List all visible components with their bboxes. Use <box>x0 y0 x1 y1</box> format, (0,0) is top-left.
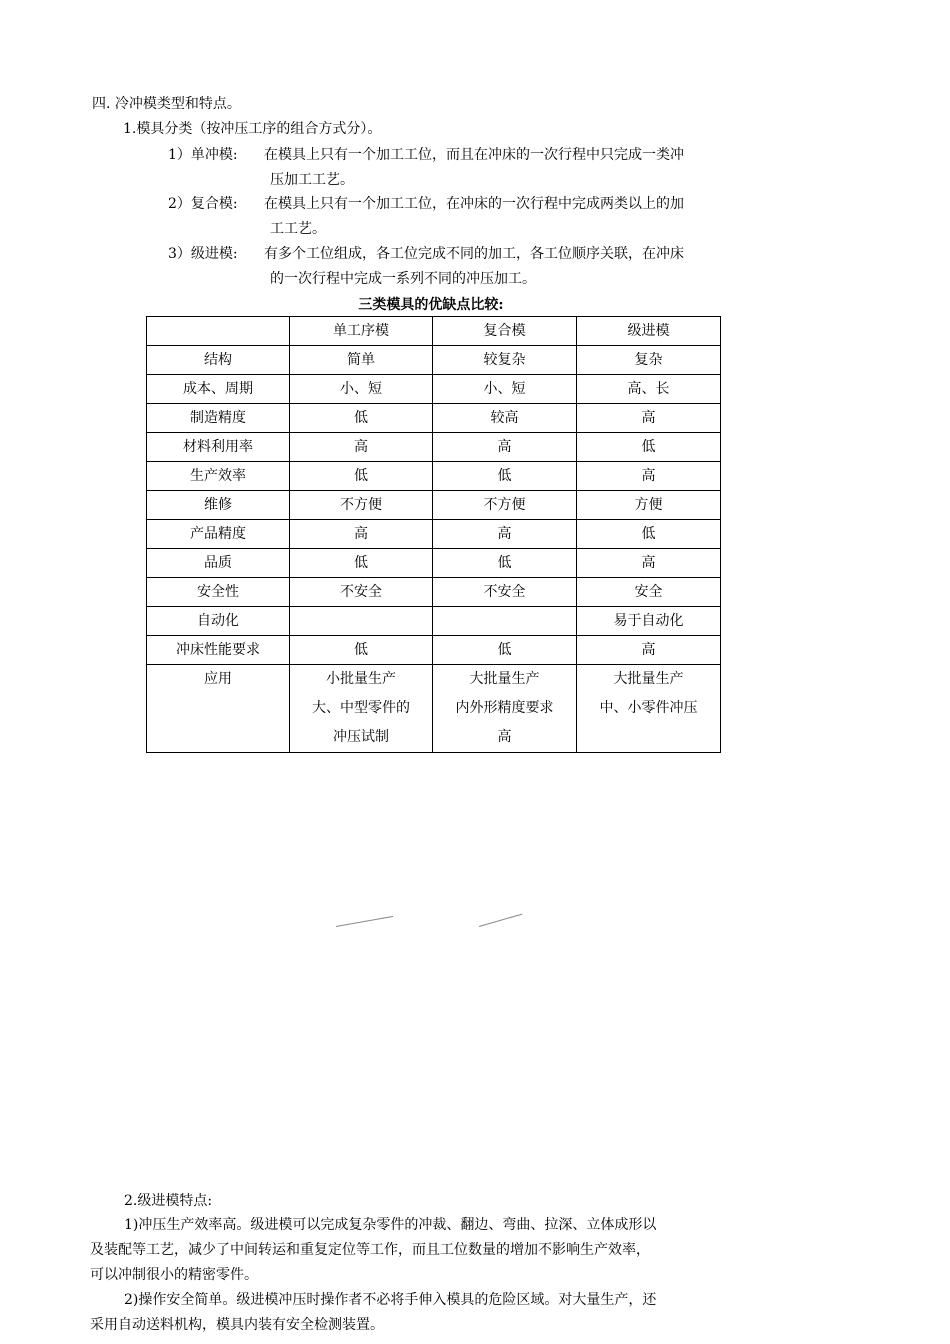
table-cell-application-progressive <box>577 665 721 753</box>
table-cell: 高 <box>290 433 433 462</box>
header-cell: 单工序模 <box>290 317 433 346</box>
cell-line: 高 <box>497 729 512 745</box>
table-cell: 高、长 <box>577 375 721 404</box>
table-cell: 安全 <box>577 578 721 607</box>
table-cell: 不方便 <box>290 491 433 520</box>
feature-2-line2: 采用自动送料机构，模具内装有安全检测装置。 <box>90 1317 384 1333</box>
type-label-single: 1）单冲模: <box>168 147 238 163</box>
cell-line: 大批量生产 <box>469 671 540 687</box>
table-cell: 低 <box>433 636 577 665</box>
header-cell: 复合模 <box>433 317 577 346</box>
table-cell: 低 <box>290 549 433 578</box>
feature-1-line3: 可以冲制很小的精密零件。 <box>90 1267 258 1283</box>
table-row <box>147 462 721 491</box>
table-cell: 低 <box>290 462 433 491</box>
table-row-application <box>147 665 721 753</box>
table-cell: 易于自动化 <box>577 607 721 636</box>
row-label: 制造精度 <box>147 404 290 433</box>
header-cell <box>147 317 290 346</box>
table-cell: 低 <box>290 636 433 665</box>
table-row <box>147 491 721 520</box>
table-header-row <box>147 317 721 346</box>
table-row <box>147 578 721 607</box>
row-label: 产品精度 <box>147 520 290 549</box>
table-cell: 复杂 <box>577 346 721 375</box>
row-label: 生产效率 <box>147 462 290 491</box>
row-label: 材料利用率 <box>147 433 290 462</box>
table-cell: 高 <box>577 549 721 578</box>
stray-mark <box>479 914 523 927</box>
row-label: 安全性 <box>147 578 290 607</box>
row-label: 自动化 <box>147 607 290 636</box>
table-row <box>147 607 721 636</box>
table-cell-application-compound <box>433 665 577 753</box>
cell-line: 大、中型零件的 <box>312 700 410 716</box>
row-label: 冲床性能要求 <box>147 636 290 665</box>
table-cell: 小、短 <box>433 375 577 404</box>
table-cell <box>433 607 577 636</box>
feature-2-line1: 2)操作安全简单。级进模冲压时操作者不必将手伸入模具的危险区域。对大量生产，还 <box>124 1292 657 1308</box>
type-desc-single-line1: 在模具上只有一个加工工位，而且在冲床的一次行程中只完成一类冲 <box>264 147 684 163</box>
comparison-table <box>146 316 721 753</box>
table-cell: 低 <box>433 462 577 491</box>
row-label: 维修 <box>147 491 290 520</box>
table-row <box>147 346 721 375</box>
cell-line: 小批量生产 <box>326 671 396 687</box>
type-desc-progressive-line1: 有多个工位组成，各工位完成不同的加工，各工位顺序关联，在冲床 <box>264 246 684 262</box>
stray-mark <box>336 916 393 927</box>
feature-1-line2: 及装配等工艺，减少了中间转运和重复定位等工作，而且工位数量的增加不影响生产效率， <box>90 1242 650 1258</box>
table-cell: 高 <box>433 520 577 549</box>
table-title: 三类模具的优缺点比较: <box>358 297 504 313</box>
table-cell: 高 <box>433 433 577 462</box>
table-cell: 高 <box>290 520 433 549</box>
feature-1-line1: 1)冲压生产效率高。级进模可以完成复杂零件的冲裁、翻边、弯曲、拉深、立体成形以 <box>124 1217 657 1233</box>
table-row <box>147 404 721 433</box>
cell-line: 冲压试制 <box>333 729 389 745</box>
row-label: 品质 <box>147 549 290 578</box>
table-cell: 较复杂 <box>433 346 577 375</box>
type-desc-compound-line2: 工工艺。 <box>270 221 326 237</box>
table-cell: 高 <box>577 636 721 665</box>
row-label: 成本、周期 <box>147 375 290 404</box>
table-cell: 低 <box>433 549 577 578</box>
type-desc-progressive-line2: 的一次行程中完成一系列不同的冲压加工。 <box>270 271 536 287</box>
table-cell: 方便 <box>577 491 721 520</box>
table-row <box>147 433 721 462</box>
cell-line: 内外形精度要求 <box>455 700 554 716</box>
section-heading: 四. 冷冲模类型和特点。 <box>92 96 241 112</box>
subsection-heading-progressive-features: 2.级进模特点: <box>124 1193 213 1209</box>
table-cell: 不方便 <box>433 491 577 520</box>
table-cell: 低 <box>577 433 721 462</box>
table-cell: 不安全 <box>433 578 577 607</box>
table-row <box>147 549 721 578</box>
table-cell: 高 <box>577 462 721 491</box>
table-cell: 高 <box>577 404 721 433</box>
row-label: 结构 <box>147 346 290 375</box>
table-cell: 简单 <box>290 346 433 375</box>
table-cell-application-single <box>290 665 433 753</box>
table-cell: 低 <box>577 520 721 549</box>
type-label-progressive: 3）级进模: <box>168 246 238 262</box>
table-cell: 小、短 <box>290 375 433 404</box>
table-cell: 低 <box>290 404 433 433</box>
table-row <box>147 636 721 665</box>
table-cell: 不安全 <box>290 578 433 607</box>
row-label: 应用 <box>147 665 290 753</box>
table-row <box>147 375 721 404</box>
subsection-heading-classification: 1.模具分类（按冲压工序的组合方式分）。 <box>123 121 382 137</box>
type-desc-compound-line1: 在模具上只有一个加工工位，在冲床的一次行程中完成两类以上的加 <box>264 196 684 212</box>
table-cell <box>290 607 433 636</box>
table-cell: 较高 <box>433 404 577 433</box>
table-row <box>147 520 721 549</box>
header-cell: 级进模 <box>577 317 721 346</box>
type-desc-single-line2: 压加工工艺。 <box>270 172 354 188</box>
cell-line: 大批量生产 <box>613 671 684 687</box>
cell-line: 中、小零件冲压 <box>599 700 698 716</box>
type-label-compound: 2）复合模: <box>168 196 238 212</box>
